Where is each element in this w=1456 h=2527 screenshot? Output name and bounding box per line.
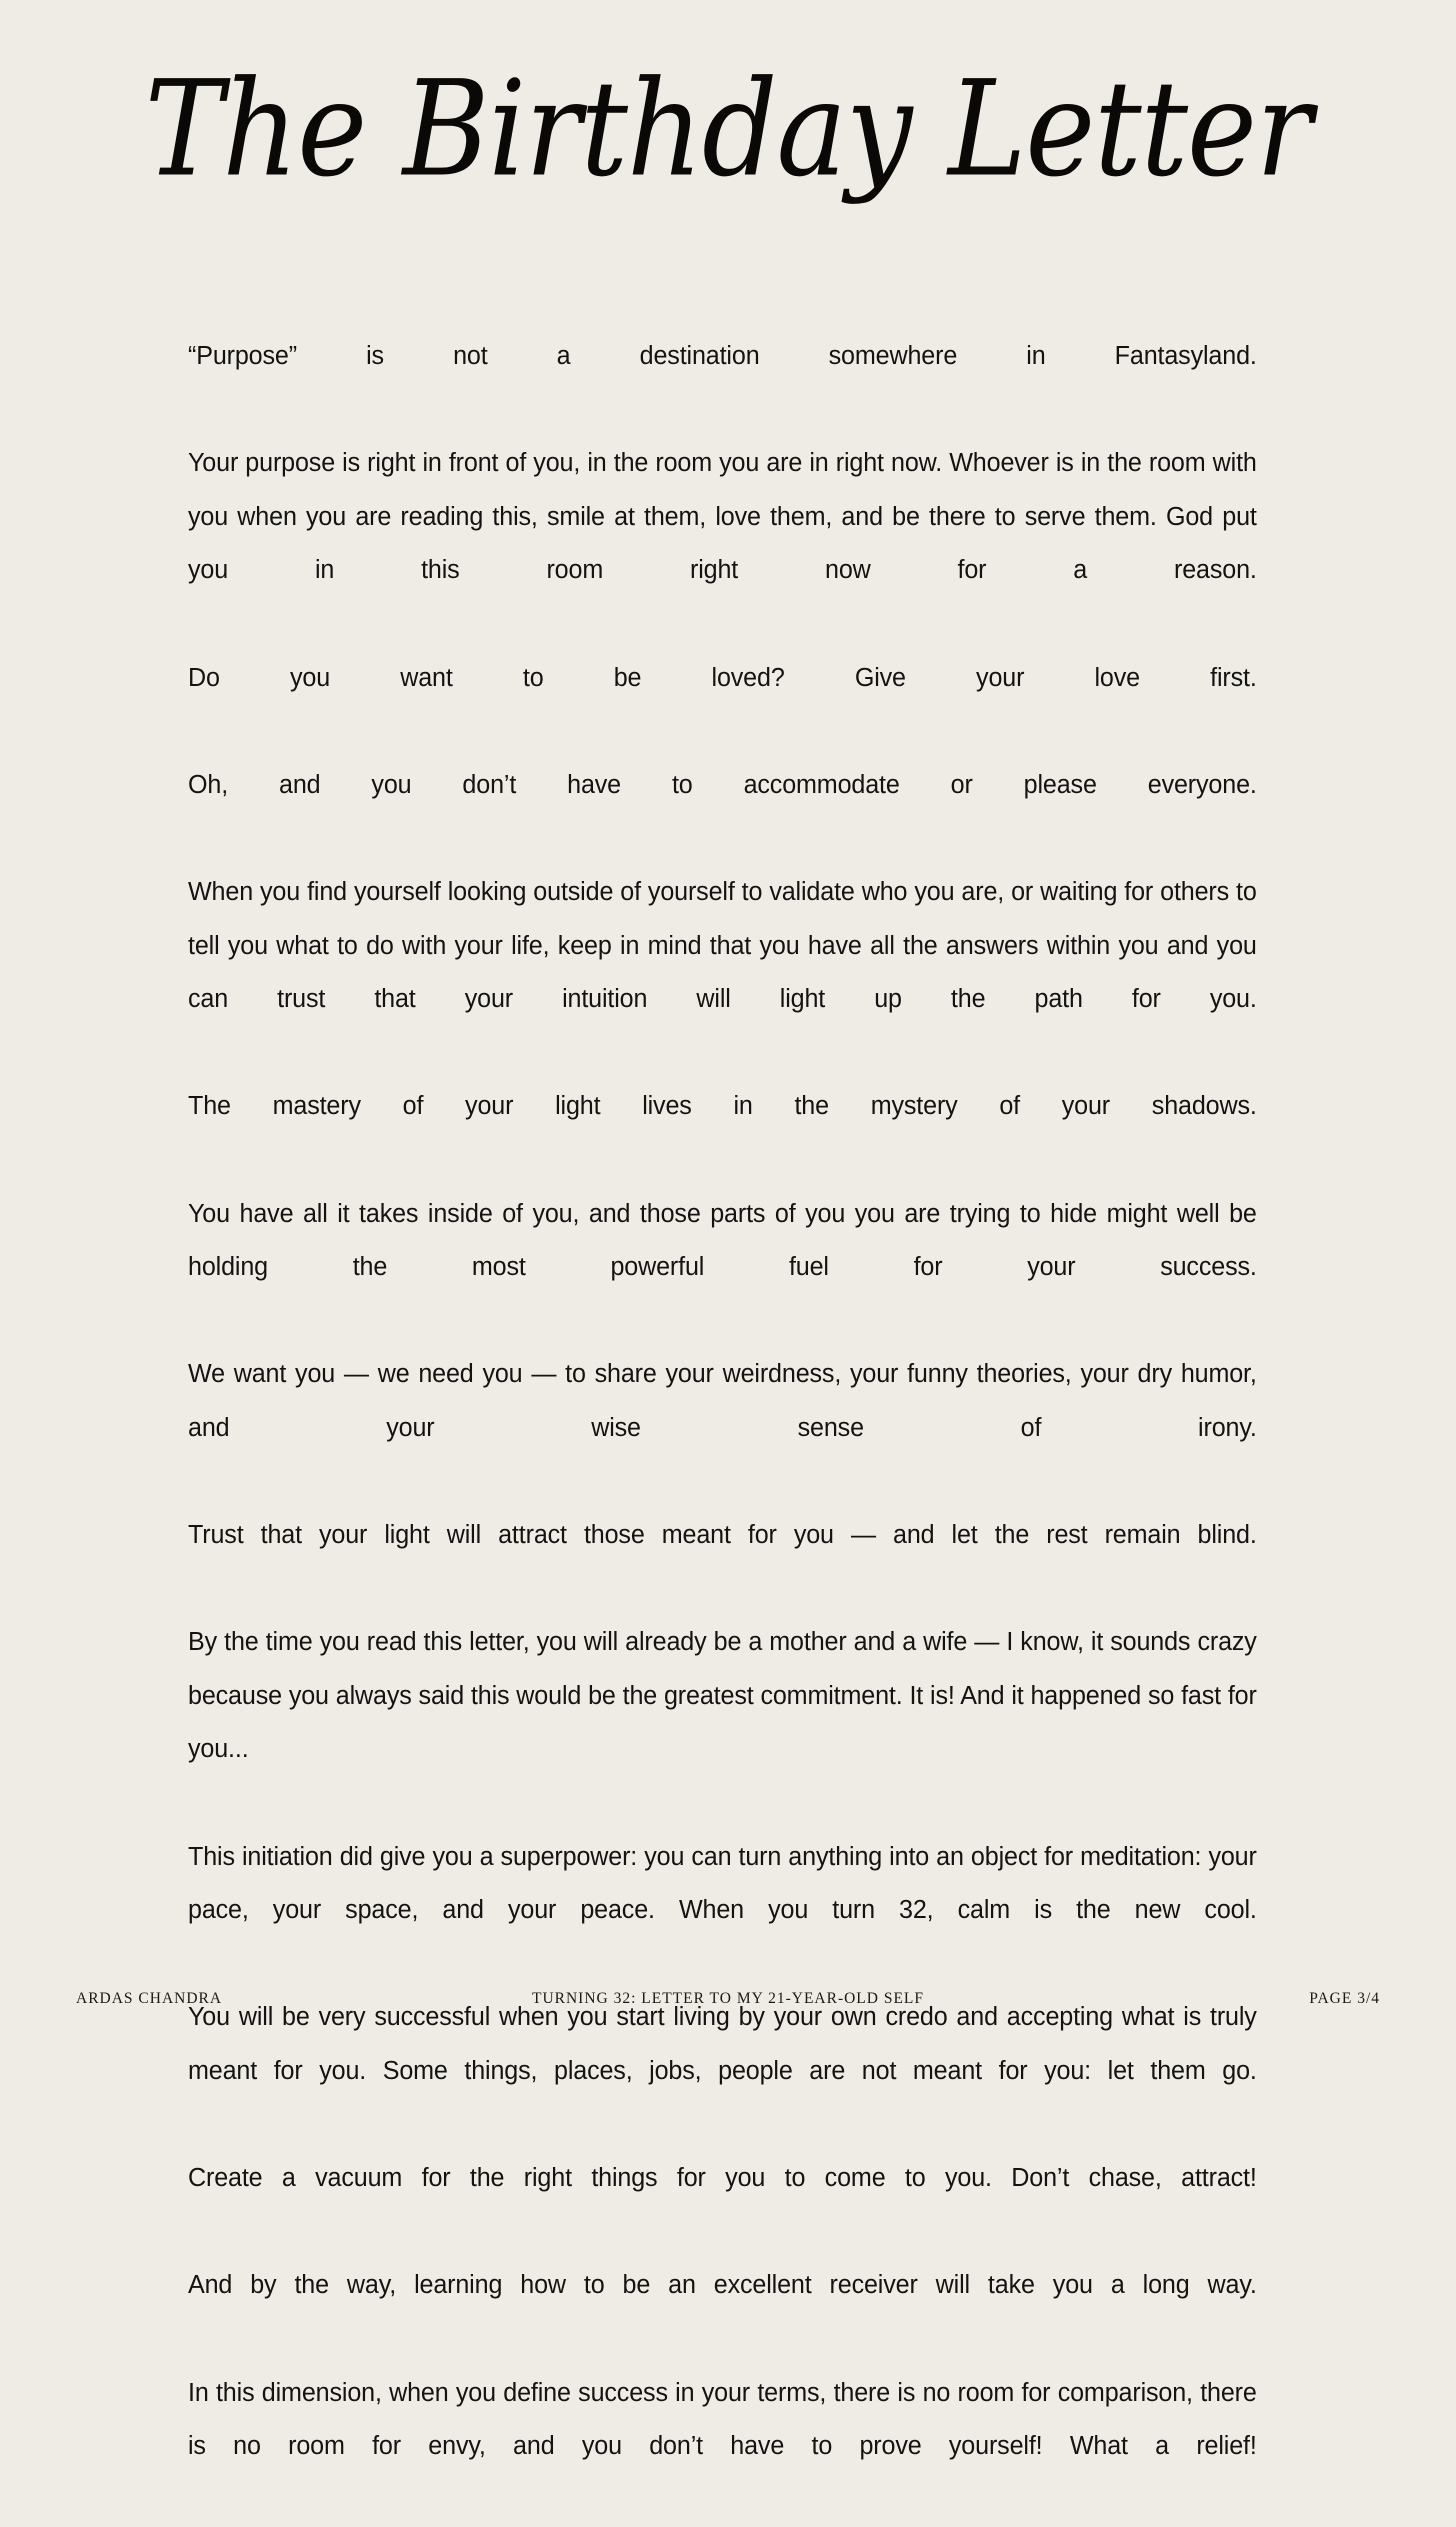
page-footer (76, 1990, 1380, 2008)
letter-paragraph: The mastery of your light lives in the mystery of your shadows. (188, 1092, 1257, 1121)
letter-paragraph: In this dimension, when you define success in your terms, there is no room for comparison, there is no room for envy, and you don’t have to prove yourself! What a relief! (188, 2378, 1257, 2461)
letter-paragraph: Oh, and you don’t have to accommodate or please everyone. (188, 770, 1257, 799)
page-title: The Birthday Letter (144, 51, 1312, 206)
page-title-container (0, 51, 1456, 206)
letter-paragraph: Trust that your light will attract those meant for you — and let the rest remain blind. (188, 1521, 1257, 1550)
letter-body (188, 330, 1273, 2527)
letter-paragraph: “Purpose” is not a destination somewhere in Fantasyland. (188, 342, 1257, 370)
letter-paragraph: Do you want to be loved? Give your love first. (188, 663, 1257, 692)
letter-paragraph: This initiation did give you a superpower: you can turn anything into an object for meditation: your pace, your space, and your peace. When you turn 32, calm is the new cool. (188, 1842, 1257, 1925)
letter-paragraph: When you find yourself looking outside of yourself to validate who you are, or waiting for others to tell you what to do with your life, keep in mind that you have all the answers within you and you can trust that your intuition will light up the path for you. (188, 877, 1257, 1014)
letter-paragraph: And by the way, learning how to be an excellent receiver will take you a long way. (188, 2271, 1257, 2300)
footer-author: ARDAS CHANDRA (76, 1990, 223, 2007)
letter-paragraph: You will be very successful when you start living by your own credo and accepting what is truly meant for you. Some things, places, jobs, people are not meant for you: let them go. (188, 2003, 1257, 2085)
footer-page-label: PAGE 3/4 (1309, 1990, 1380, 2007)
letter-paragraph: We want you — we need you — to share your weirdness, your funny theories, your dry humor, and your wise sense of irony. (188, 1360, 1257, 1442)
letter-paragraph: You have all it takes inside of you, and those parts of you you are trying to hide might well be holding the most powerful fuel for your success. (188, 1199, 1257, 1282)
footer-document-title: TURNING 32: LETTER TO MY 21-YEAR-OLD SELF (531, 1990, 925, 2007)
letter-paragraph: By the time you read this letter, you will already be a mother and a wife — I know, it sounds crazy because you always said this would be the greatest commitment. It is! And it happened so fast for you... (188, 1628, 1257, 1764)
letter-paragraph: Create a vacuum for the right things for you to come to you. Don’t chase, attract! (188, 2164, 1257, 2193)
letter-paragraph: Your purpose is right in front of you, in the room you are in right now. Whoever is in the room with you when you are reading this, smile at them, love them, and be there to serve them. God put you in this room right now for a reason. (188, 449, 1257, 585)
